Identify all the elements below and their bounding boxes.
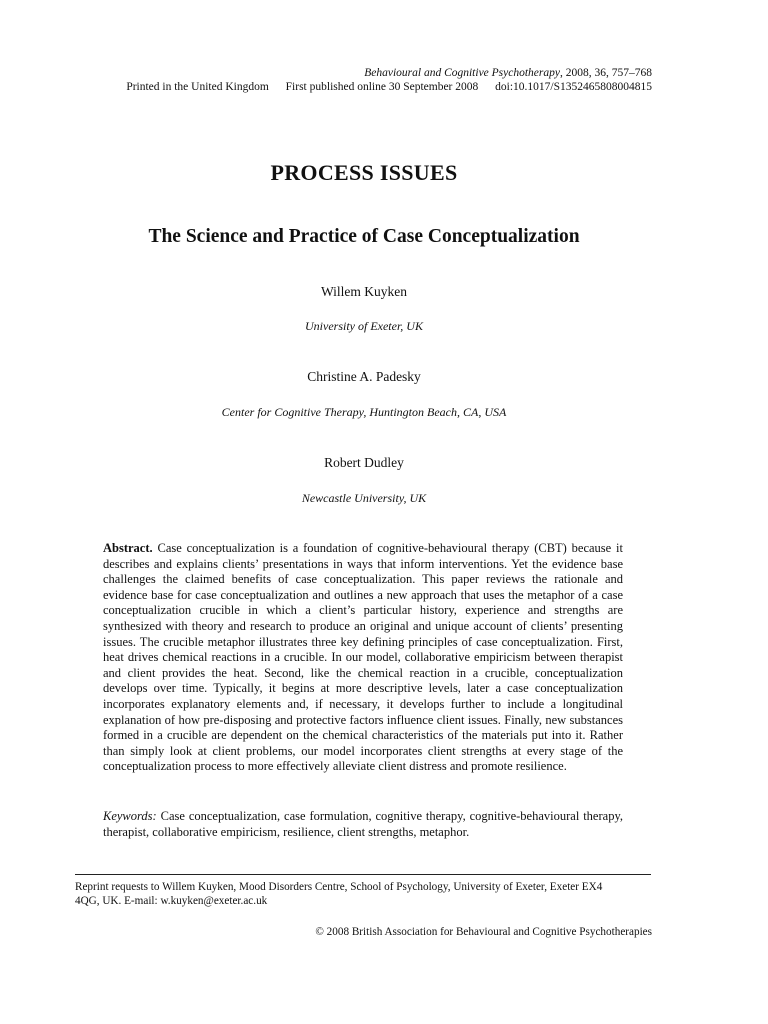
printed-location: Printed in the United Kingdom xyxy=(126,81,269,93)
doi: doi:10.1017/S1352465808004815 xyxy=(495,81,652,93)
footnote-divider xyxy=(75,874,651,875)
author-name: Christine A. Padesky xyxy=(307,369,421,384)
publication-info xyxy=(126,81,652,93)
abstract xyxy=(103,541,623,775)
author-affiliation: Center for Cognitive Therapy, Huntington Beach, CA, USA xyxy=(221,405,507,419)
abstract-label: Abstract. xyxy=(103,541,153,555)
volume-info: , 2008, 36, 757–768 xyxy=(560,67,652,79)
footnote-line: 4QG, UK. E-mail: w.kuyken@exeter.ac.uk xyxy=(75,895,268,907)
keywords-label: Keywords: xyxy=(103,809,157,823)
copyright-notice: © 2008 British Association for Behavioural and Cognitive Psychotherapies xyxy=(315,926,652,938)
author-name: Robert Dudley xyxy=(324,455,404,470)
section-title: PROCESS ISSUES xyxy=(270,160,458,185)
reprint-footnote xyxy=(75,880,655,908)
abstract-text: Case conceptualization is a foundation of cognitive-behavioural therapy (CBT) because it describes and explains clients’ presentations in ways that inform interventions. Yet the evidence base challenges the claimed benefits of case conceptualization. This paper reviews the rationale and evidence base for case conceptualization and outlines a new approach that uses the metaphor of a case conceptualization crucible in which a client’s particular history, experience and strengths are synthesized with theory and research to produce an original and unique account of clients’ presenting issues. The crucible metaphor illustrates three key defining principles of case conceptualization. First, heat drives chemical reactions in a crucible. In our model, collaborative empiricism between therapist and client provides the heat. Second, like the chemical reaction in a crucible, conceptualization develops over time. Typically, it begins at more descriptive levels, later a case conceptualization incorporates explanatory elements and, if necessary, it develops further to include a longitudinal explanation of how pre-disposing and protective factors influence client issues. Finally, new substances formed in a crucible are dependent on the chemical characteristics of the materials put into it. Rather than simply look at client problems, our model incorporates client strengths at every stage of the conceptualization process to more effectively alleviate client distress and promote resilience. xyxy=(103,541,623,774)
published-date: First published online 30 September 2008 xyxy=(285,81,479,93)
author-name: Willem Kuyken xyxy=(320,284,408,299)
author-affiliation: Newcastle University, UK xyxy=(301,491,427,505)
keywords-text: Case conceptualization, case formulation, cognitive therapy, cognitive-behavioural therapy, therapist, collaborative empiricism, resilience, client strengths, metaphor. xyxy=(103,809,624,839)
keywords xyxy=(103,809,623,840)
journal-citation xyxy=(364,67,652,79)
author-affiliation: University of Exeter, UK xyxy=(305,319,423,333)
footnote-line: Reprint requests to Willem Kuyken, Mood Disorders Centre, School of Psychology, University of Exeter, Exeter EX4 xyxy=(75,881,603,893)
paper-title: The Science and Practice of Case Conceptualization xyxy=(148,226,580,247)
journal-name: Behavioural and Cognitive Psychotherapy xyxy=(364,67,560,79)
